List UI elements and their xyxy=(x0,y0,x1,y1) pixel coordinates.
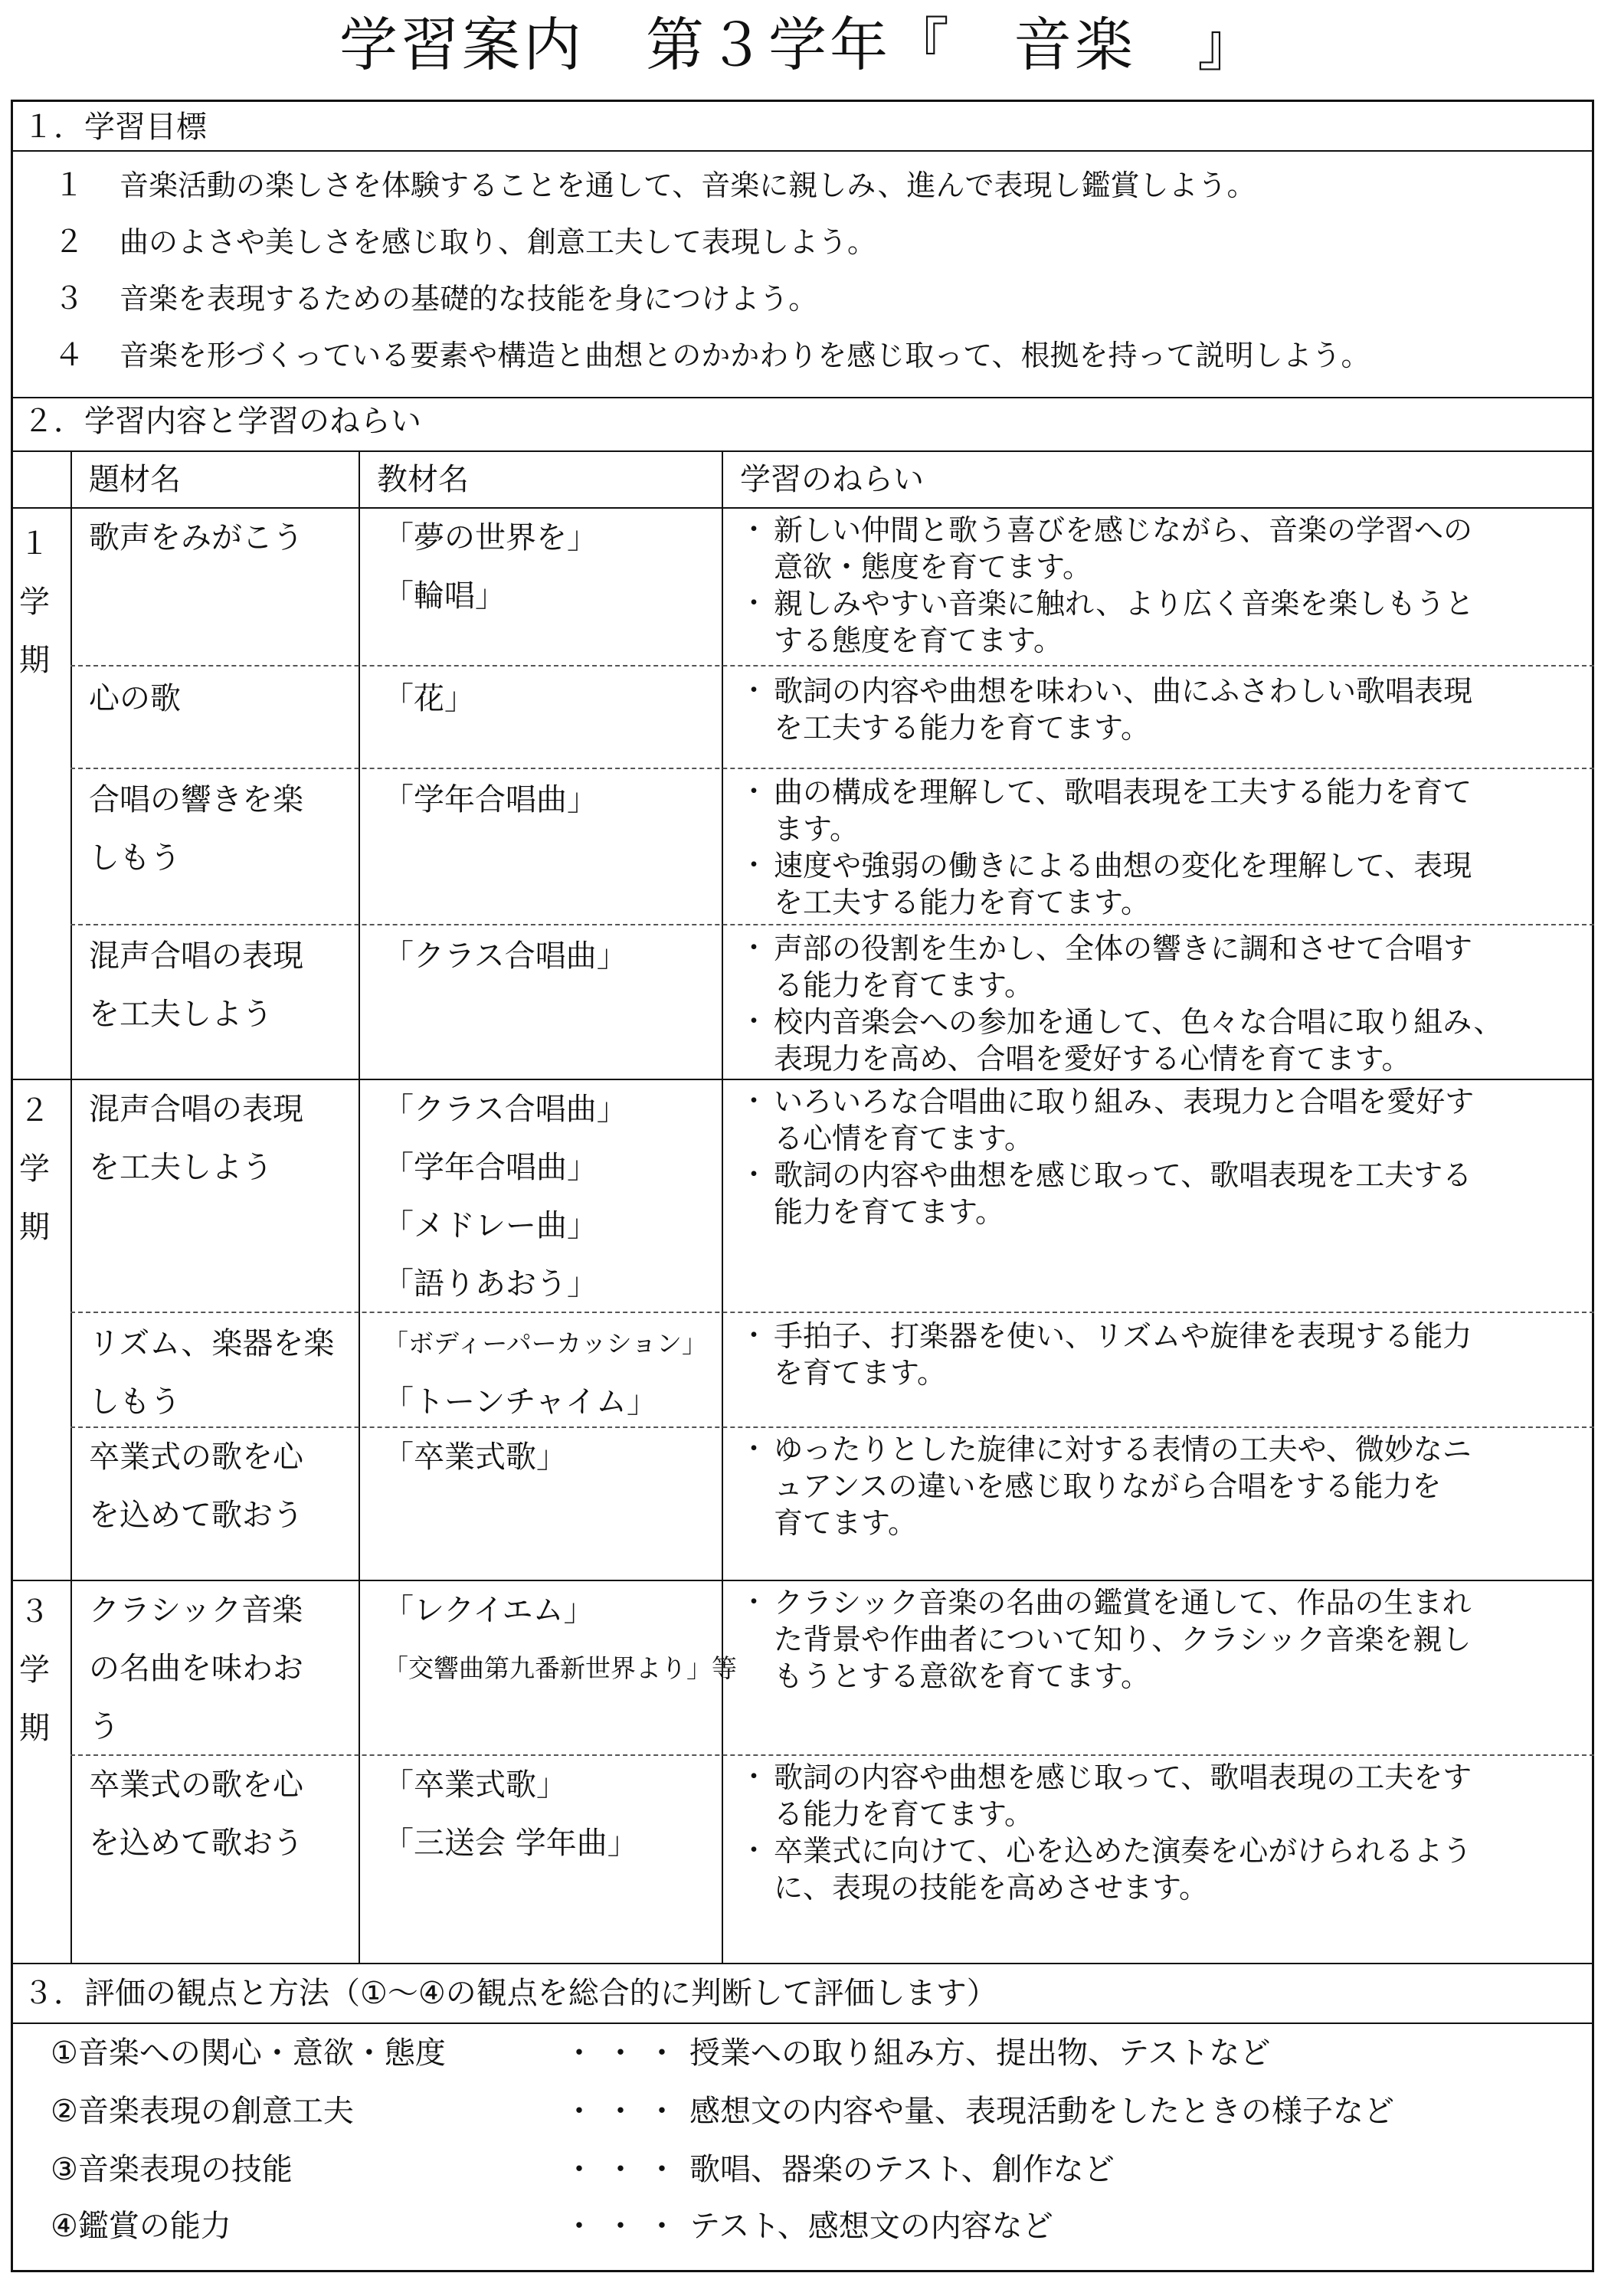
material-name: 「学年合唱曲」 xyxy=(383,1150,598,1185)
col-header-material: 教材名 xyxy=(377,462,469,497)
eval-method: 歌唱、器楽のテスト、創作など xyxy=(689,2152,1115,2187)
aim-text: 表現力を高め、合唱を愛好する心情を育てます。 xyxy=(774,1042,1411,1076)
goal-number: ４ xyxy=(54,338,84,373)
aim-text: ゆったりとした旋律に対する表情の工夫や、微妙なニ xyxy=(774,1433,1472,1466)
row-divider xyxy=(70,665,1594,667)
page-title: 学習案内 第３学年『 音楽 』 xyxy=(339,11,1259,79)
material-name: 「語りあおう」 xyxy=(383,1266,598,1302)
material-name: 「レクイエム」 xyxy=(383,1593,594,1628)
material-name: 「夢の世界を」 xyxy=(383,520,598,555)
divider xyxy=(11,150,1594,152)
material-name: 「クラス合唱曲」 xyxy=(383,1092,627,1127)
subject-name: 混声合唱の表現 xyxy=(89,938,303,974)
col-line xyxy=(70,450,72,1963)
subject-name: を込めて歌おう xyxy=(89,1498,303,1533)
aim-text: る能力を育てます。 xyxy=(774,968,1033,1002)
eval-point: ④鑑賞の能力 xyxy=(51,2209,231,2244)
section2-heading: ２．学習内容と学習のねらい xyxy=(23,404,421,439)
subject-name: 混声合唱の表現 xyxy=(89,1092,303,1127)
bullet-mark: ・ xyxy=(740,1006,768,1037)
term-divider xyxy=(11,1580,1594,1581)
col-line xyxy=(722,450,723,1963)
col-header-subject: 題材名 xyxy=(89,462,181,497)
subject-name: しもう xyxy=(89,840,181,876)
row-divider xyxy=(70,1754,1594,1756)
col-header-aim: 学習のねらい xyxy=(740,462,924,497)
bullet-mark: ・ xyxy=(740,514,768,545)
aim-text: いろいろな合唱曲に取り組み、表現力と合唱を愛好す xyxy=(774,1085,1475,1119)
aim-text: 能力を育てます。 xyxy=(774,1195,1004,1229)
aim-text: 歌詞の内容や曲想を味わい、曲にふさわしい歌唱表現 xyxy=(774,674,1473,708)
goal-text: 音楽活動の楽しさを体験することを通して、音楽に親しみ、進んで表現し鑑賞しよう。 xyxy=(120,169,1256,202)
material-name: 「花」 xyxy=(383,681,475,716)
aim-text: る能力を育てます。 xyxy=(774,1797,1033,1831)
bullet-mark: ・ xyxy=(740,1433,768,1465)
row-divider xyxy=(70,924,1594,925)
subject-name: しもう xyxy=(89,1384,181,1420)
material-name: 「卒業式歌」 xyxy=(383,1440,567,1475)
term-2-label: ２ 学 期 xyxy=(19,1093,50,1245)
subject-name: の名曲を味わお xyxy=(89,1651,303,1686)
bullet-mark: ・ xyxy=(740,675,768,706)
subject-name: を工夫しよう xyxy=(89,997,273,1032)
divider xyxy=(11,397,1594,398)
goal-text: 曲のよさや美しさを感じ取り、創意工夫して表現しよう。 xyxy=(120,225,877,259)
section1-heading: １．学習目標 xyxy=(23,110,207,145)
subject-name: 卒業式の歌を心 xyxy=(89,1440,303,1475)
aim-text: を育てます。 xyxy=(774,1356,946,1390)
aim-text: 意欲・態度を育てます。 xyxy=(774,550,1092,584)
bullet-mark: ・ xyxy=(740,932,768,964)
material-name: 「三送会 学年曲」 xyxy=(383,1826,638,1861)
aim-text: を工夫する能力を育てます。 xyxy=(774,886,1150,919)
material-name: 「メドレー曲」 xyxy=(383,1208,598,1243)
bullet-mark: ・ xyxy=(740,1086,768,1117)
subject-name: 歌声をみがこう xyxy=(89,520,303,555)
aim-text: 曲の構成を理解して、歌唱表現を工夫する能力を育て xyxy=(774,775,1472,809)
bullet-mark: ・ xyxy=(740,776,768,807)
aim-text: 卒業式に向けて、心を込めた演奏を心がけられるよう xyxy=(774,1834,1472,1868)
eval-method: 授業への取り組み方、提出物、テストなど xyxy=(689,2036,1271,2071)
bullet-mark: ・ xyxy=(740,588,768,619)
row-divider xyxy=(70,768,1594,769)
subject-name: 心の歌 xyxy=(89,681,181,716)
eval-point: ①音楽への関心・意欲・態度 xyxy=(51,2036,446,2071)
aim-text: 親しみやすい音楽に触れ、より広く音楽を楽しもうと xyxy=(774,587,1475,621)
eval-separator: ・・・ xyxy=(564,2209,688,2244)
subject-name: クラシック音楽 xyxy=(89,1593,303,1628)
subject-name: を工夫しよう xyxy=(89,1150,273,1185)
aim-text: る心情を育てます。 xyxy=(774,1122,1033,1155)
term-3-label: ３ 学 期 xyxy=(19,1594,50,1746)
eval-method: テスト、感想文の内容など xyxy=(689,2209,1053,2244)
subject-name: リズム、楽器を楽 xyxy=(89,1326,335,1361)
bullet-mark: ・ xyxy=(740,1159,768,1191)
aim-text: 校内音楽会への参加を通して、色々な合唱に取り組み、 xyxy=(774,1005,1503,1039)
divider xyxy=(11,2023,1594,2024)
aim-text: 声部の役割を生かし、全体の響きに調和させて合唱す xyxy=(774,932,1473,965)
term-divider xyxy=(11,1079,1594,1080)
goal-number: １ xyxy=(54,168,84,203)
material-name: 「クラス合唱曲」 xyxy=(383,938,627,974)
eval-separator: ・・・ xyxy=(564,2036,688,2071)
divider xyxy=(11,450,1594,452)
aim-text: を工夫する能力を育てます。 xyxy=(774,711,1150,745)
material-name: 「ボディーパーカッション」 xyxy=(383,1328,708,1358)
row-divider xyxy=(70,1426,1594,1428)
material-name: 「トーンチャイム」 xyxy=(383,1384,657,1420)
material-name: 「学年合唱曲」 xyxy=(383,782,598,817)
aim-text: に、表現の技能を高めさせます。 xyxy=(774,1871,1208,1905)
subject-name: を込めて歌おう xyxy=(89,1826,303,1861)
bullet-mark: ・ xyxy=(740,1587,768,1618)
goal-text: 音楽を表現するための基礎的な技能を身につけよう。 xyxy=(120,282,818,316)
eval-separator: ・・・ xyxy=(564,2152,688,2187)
aim-text: もうとする意欲を育てます。 xyxy=(774,1659,1150,1693)
subject-name: う xyxy=(89,1709,120,1744)
subject-name: 卒業式の歌を心 xyxy=(89,1767,303,1803)
aim-text: 速度や強弱の働きによる曲想の変化を理解して、表現 xyxy=(774,849,1472,883)
divider xyxy=(11,1963,1594,1964)
material-name: 「卒業式歌」 xyxy=(383,1767,567,1803)
bullet-mark: ・ xyxy=(740,850,768,881)
eval-method: 感想文の内容や量、表現活動をしたときの様子など xyxy=(689,2094,1394,2129)
bullet-mark: ・ xyxy=(740,1835,768,1866)
aim-text: ます。 xyxy=(774,812,859,846)
eval-separator: ・・・ xyxy=(564,2094,688,2129)
aim-text: た背景や作曲者について知り、クラシック音楽を親し xyxy=(774,1623,1472,1656)
aim-text: 歌詞の内容や曲想を感じ取って、歌唱表現を工夫する xyxy=(774,1158,1472,1192)
aim-text: する態度を育てます。 xyxy=(774,624,1063,657)
aim-text: クラシック音楽の名曲の鑑賞を通して、作品の生まれ xyxy=(774,1586,1472,1620)
eval-point: ③音楽表現の技能 xyxy=(51,2152,293,2187)
goal-text: 音楽を形づくっている要素や構造と曲想とのかかわりを感じ取って、根拠を持って説明しよう。 xyxy=(120,339,1370,372)
bullet-mark: ・ xyxy=(740,1320,768,1351)
goal-number: ３ xyxy=(54,281,84,316)
aim-text: 育てます。 xyxy=(774,1506,917,1540)
subject-name: 合唱の響きを楽 xyxy=(89,782,303,817)
bullet-mark: ・ xyxy=(740,1761,768,1793)
aim-text: 手拍子、打楽器を使い、リズムや旋律を表現する能力 xyxy=(774,1319,1472,1353)
eval-point: ②音楽表現の創意工夫 xyxy=(51,2094,354,2129)
divider xyxy=(11,507,1594,509)
goal-number: ２ xyxy=(54,224,84,260)
aim-text: 歌詞の内容や曲想を感じ取って、歌唱表現の工夫をす xyxy=(774,1760,1472,1794)
row-divider xyxy=(70,1312,1594,1313)
aim-text: 新しい仲間と歌う喜びを感じながら、音楽の学習への xyxy=(774,513,1473,547)
col-line xyxy=(359,450,360,1963)
term-1-label: １ 学 期 xyxy=(19,526,50,678)
material-name: 「輪唱」 xyxy=(383,578,506,614)
aim-text: ュアンスの違いを感じ取りながら合唱をする能力を xyxy=(774,1469,1442,1503)
section3-heading: ３．評価の観点と方法（①～④の観点を総合的に判断して評価します） xyxy=(23,1976,997,2011)
material-name: 「交響曲第九番新世界より」等 xyxy=(383,1653,737,1683)
